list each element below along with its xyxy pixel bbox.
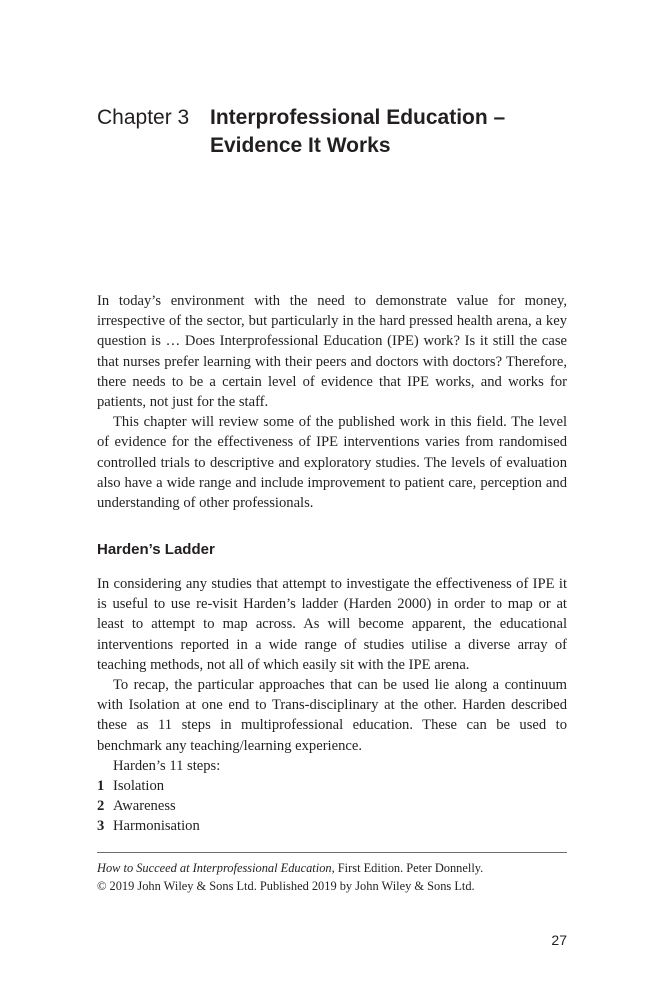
body-paragraph: Harden’s 11 steps: (113, 757, 221, 774)
step-number: 1 (97, 778, 105, 795)
body-paragraph: This chapter will review some of the published work in this field. The level of evidence for the effectiveness of IPE interventions varies from randomised controlled trials to descriptive and exploratory studies. The levels of evaluation also have a wide range and include improvement to patient care, perception and understanding of other professionals. (97, 414, 567, 512)
footnote-copyright: © 2019 John Wiley & Sons Ltd. Published 2019 by John Wiley & Sons Ltd. (97, 878, 475, 893)
edition-author: , First Edition. Peter Donnelly. (331, 861, 484, 875)
list-item (97, 796, 567, 816)
page-number: 27 (551, 932, 567, 948)
footnote-citation (97, 860, 567, 878)
steps-list (97, 776, 567, 837)
chapter-label: Chapter 3 (97, 106, 190, 129)
step-label: Harmonisation (113, 818, 200, 835)
book-title: How to Succeed at Interprofessional Education (97, 861, 332, 875)
chapter-title (210, 104, 570, 160)
step-label: Isolation (113, 778, 165, 795)
footnote (97, 860, 567, 895)
body-paragraph: To recap, the particular approaches that can be used lie along a continuum with Isolation at one end to Trans-disciplinary at the other. Harden described these as 11 steps in multiprofessional education. These can be used to benchmark any teaching/learning experience. (97, 677, 567, 754)
step-number: 2 (97, 798, 105, 815)
intro-text (97, 291, 567, 513)
body-paragraph: In today’s environment with the need to demonstrate value for money, irrespective of the sector, but particularly in the hard pressed health arena, a key question is … Does Interprofessional Education (IPE) work? Is it still the case that nurses prefer learning with their peers and doctors with doctors? Therefore, there needs to be a certain level of evidence that IPE works, and works for patients, not just for the staff. (97, 293, 567, 411)
footnote-divider (97, 852, 567, 853)
chapter-title-line-2: Evidence It Works (210, 134, 391, 157)
step-number: 3 (97, 818, 105, 835)
chapter-title-line-1: Interprofessional Education – (210, 106, 506, 129)
body-paragraph: In considering any studies that attempt to investigate the effectiveness of IPE it is useful to use re-visit Harden’s ladder (Harden 2000) in order to map or at least to attempt to map across. As will become apparent, the educational interventions reported in a wide range of studies utilise a diverse array of teaching methods, not all of which easily sit with the IPE arena. (97, 576, 567, 673)
section-text (97, 574, 567, 837)
list-item (97, 776, 567, 796)
list-item (97, 816, 567, 836)
step-label: Awareness (113, 798, 176, 815)
section-heading: Harden’s Ladder (97, 541, 215, 558)
